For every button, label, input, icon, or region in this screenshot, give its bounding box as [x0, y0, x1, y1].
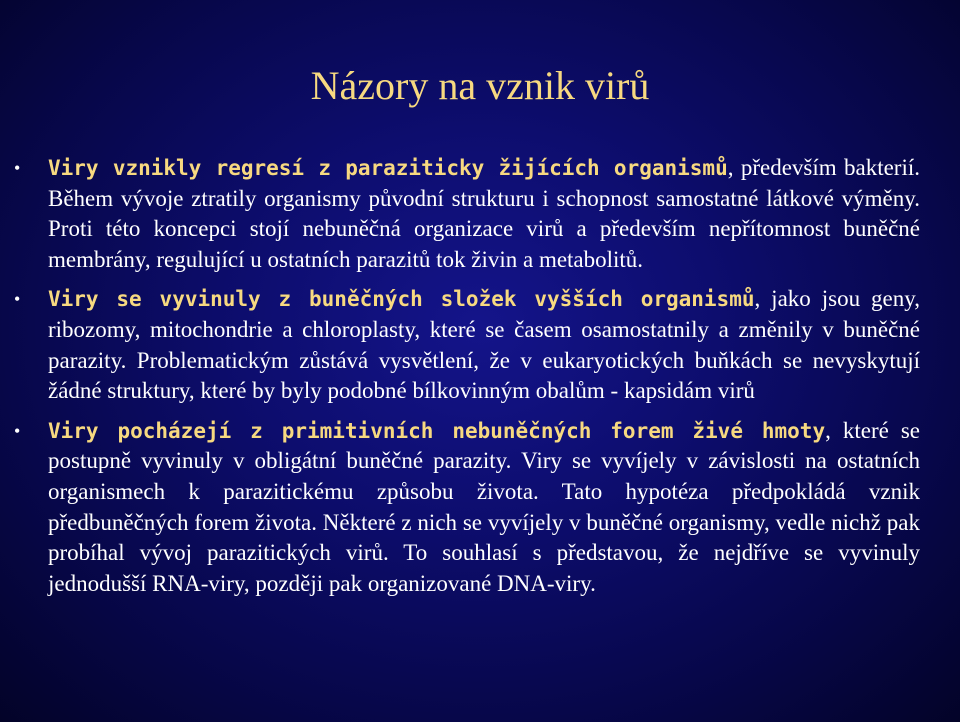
bullet-icon: •: [14, 420, 21, 441]
bullet-highlight: Viry vznikly regresí z paraziticky žijících organismů: [48, 156, 728, 180]
bullet-highlight: Viry se vyvinuly z buněčných složek vyšších organismů: [48, 287, 755, 312]
bullet-icon: •: [14, 289, 21, 310]
slide-title: Názory na vznik virů: [310, 63, 650, 108]
bullet-list: [14, 153, 920, 599]
bullet-text: , které se postupně vyvinuly v obligátní buněčné parazity. Viry se vyvíjely v závislosti na ostatních organismech k parazitickému způsobu života. Tato hypotéza předpokládá vznik předbuněčných forem života. Některé z nich se vyvíjely v buněčné organismy, vedle nichž pak probíhal vývoj parazitických virů. To souhlasí s představou, že nejdříve se vyvinuly jednodušší RNA-viry, později pak organizované DNA-viry.: [48, 417, 920, 596]
bullet-text: , především bakterií. Během vývoje ztratily organismy původní strukturu i schopnost samostatné látkové výměny. Proti této koncepci stojí nebuněčná organizace virů a především nepřítomnost buněčné membrány, regulující u ostatních parazitů tok živin a metabolitů.: [48, 155, 920, 272]
bullet-item: [14, 284, 920, 406]
bullet-item: [14, 416, 920, 600]
bullet-item: [14, 153, 920, 275]
bullet-highlight: Viry pocházejí z primitivních nebuněčných forem živé hmoty: [48, 418, 826, 443]
bullet-icon: •: [14, 158, 21, 178]
bullet-text: , jako jsou geny, ribozomy, mitochondrie a chloroplasty, které se časem osamostatnily a změnily v buněčné parazity. Problematickým zůstává vysvětlení, že v eukaryotických buňkách se nevyskytují žádné struktury, které by byly podobné bílkovinným obalům - kapsidám virů: [48, 286, 920, 404]
